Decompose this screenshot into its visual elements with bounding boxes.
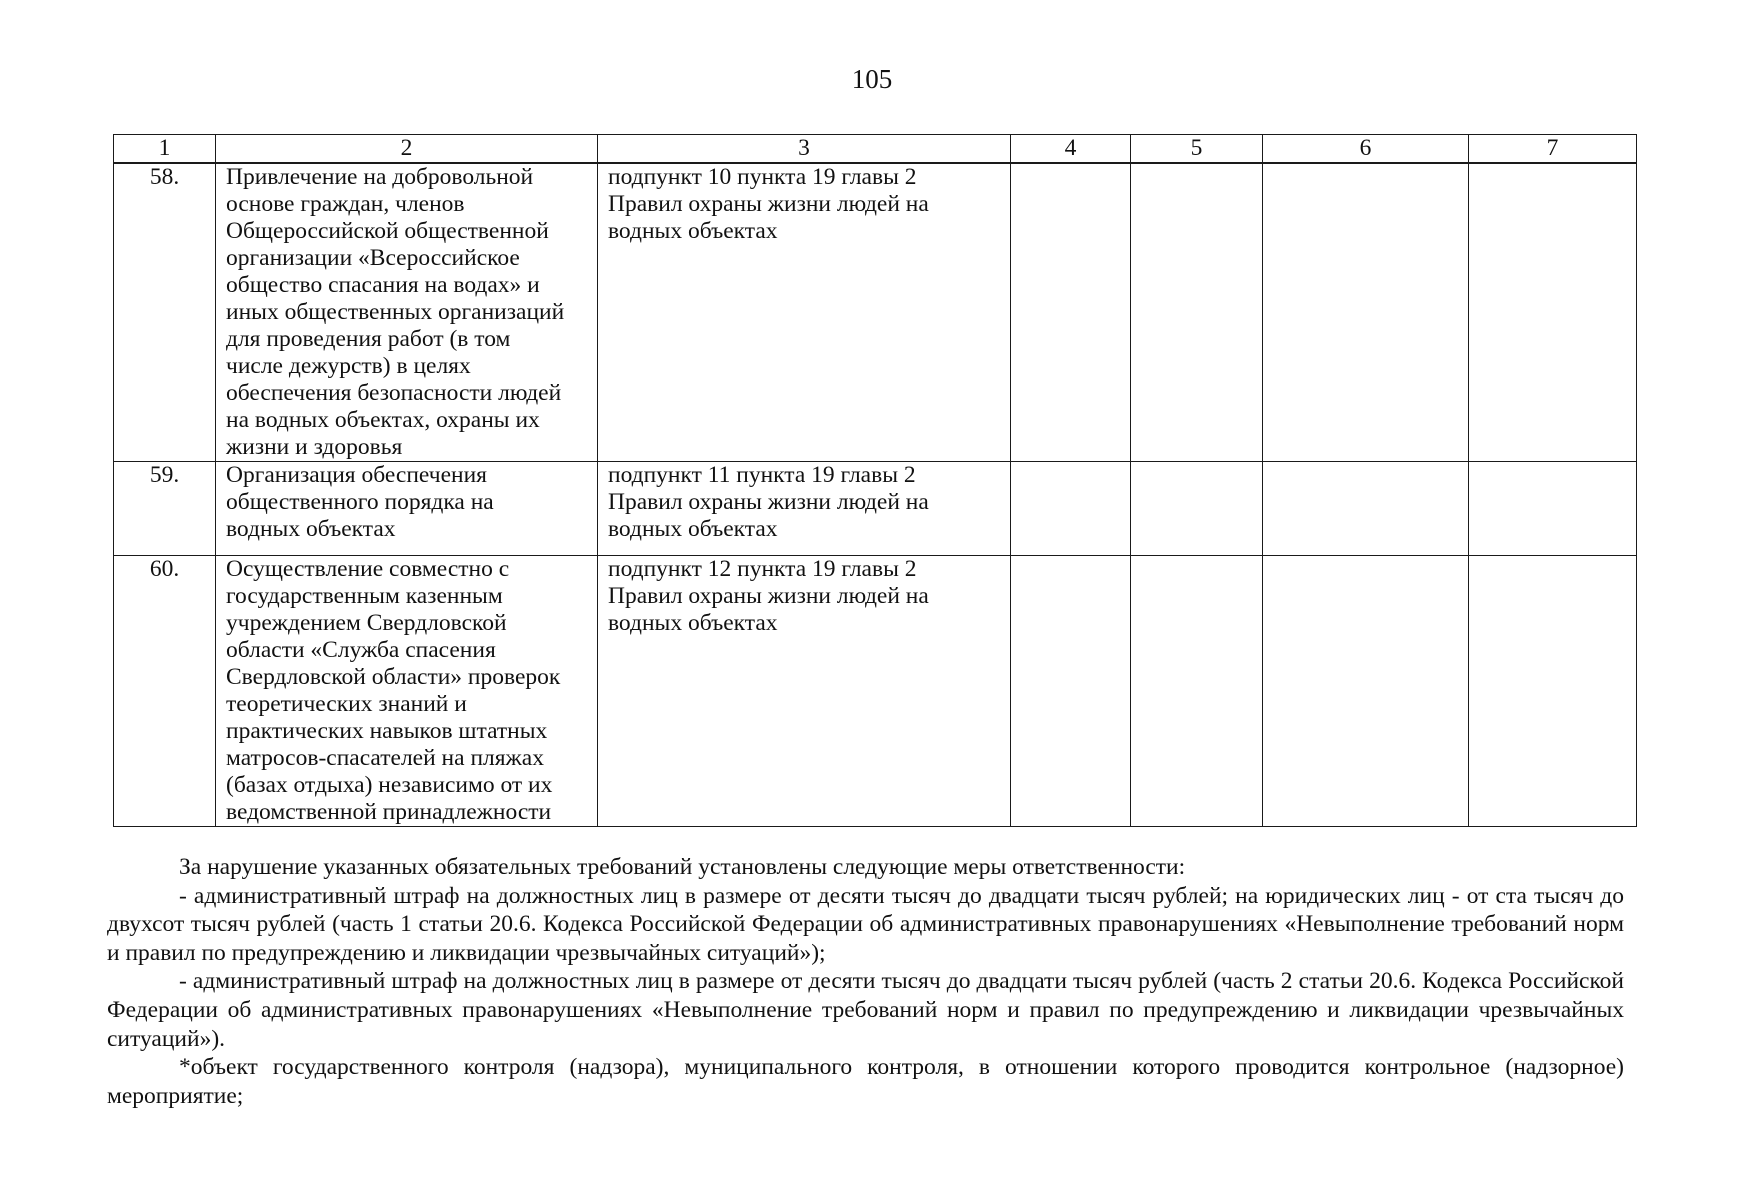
empty-cell: [1469, 556, 1637, 827]
requirement-text: Осуществление совместно с государственным казенным учреждением Свердловской области «Служба спасения Свердловской области» проверок теоретических знаний и практических навыков штатных матросов-спасателей на пляжах (базах отдыха) независимо от их ведомственной принадлежности: [226, 556, 561, 825]
column-header: 6: [1263, 135, 1469, 164]
liability-section: [107, 853, 1624, 1110]
table-header-row: [114, 135, 1637, 164]
reference-cell: [598, 163, 1011, 462]
requirement-text: Организация обеспечения общественного порядка на водных объектах: [226, 462, 494, 542]
requirement-cell: [216, 163, 598, 462]
empty-cell: [1131, 462, 1263, 556]
column-header: 2: [216, 135, 598, 164]
table-row: [114, 163, 1637, 462]
row-number: 59.: [114, 462, 216, 556]
empty-cell: [1131, 556, 1263, 827]
empty-cell: [1263, 462, 1469, 556]
column-header: 5: [1131, 135, 1263, 164]
empty-cell: [1469, 163, 1637, 462]
footnote: *объект государственного контроля (надзора), муниципального контроля, в отношении которого проводится контрольное (надзорное) мероприятие;: [107, 1054, 1624, 1109]
empty-cell: [1011, 462, 1131, 556]
requirement-cell: [216, 462, 598, 556]
requirement-text: Привлечение на добровольной основе граждан, членов Общероссийской общественной организации «Всероссийское общество спасания на водах» и иных общественных организаций для проведения работ (в том числе дежурств) в целях обеспечения безопасности людей на водных объектах, охраны их жизни и здоровья: [226, 164, 565, 460]
reference-text: подпункт 11 пункта 19 главы 2 Правил охраны жизни людей на водных объектах: [608, 462, 929, 542]
table-row: [114, 462, 1637, 556]
empty-cell: [1011, 556, 1131, 827]
requirement-cell: [216, 556, 598, 827]
row-number: 58.: [114, 163, 216, 462]
table-row: [114, 556, 1637, 827]
row-number: 60.: [114, 556, 216, 827]
column-header: 3: [598, 135, 1011, 164]
reference-text: подпункт 12 пункта 19 главы 2 Правил охраны жизни людей на водных объектах: [608, 556, 929, 636]
liability-intro: За нарушение указанных обязательных требований установлены следующие меры ответственности:: [179, 854, 1186, 880]
requirements-table: [113, 134, 1637, 827]
liability-item-2: - административный штраф на должностных лиц в размере от десяти тысяч до двадцати тысяч рублей (часть 2 статьи 20.6. Кодекса Российской Федерации об административных правонарушениях «Невыполнение требований норм и правил по предупреждению и ликвидации чрезвычайных ситуаций»).: [107, 968, 1624, 1052]
column-header: 7: [1469, 135, 1637, 164]
empty-cell: [1011, 163, 1131, 462]
empty-cell: [1263, 556, 1469, 827]
reference-cell: [598, 462, 1011, 556]
liability-item-1: - административный штраф на должностных лиц в размере от десяти тысяч до двадцати тысяч рублей; на юридических лиц - от ста тысяч до двухсот тысяч рублей (часть 1 статьи 20.6. Кодекса Российской Федерации об административных правонарушениях «Невыполнение требований норм и правил по предупреждению и ликвидации чрезвычайных ситуаций»);: [107, 882, 1624, 966]
page-number: 105: [851, 64, 893, 94]
empty-cell: [1131, 163, 1263, 462]
reference-cell: [598, 556, 1011, 827]
column-header: 4: [1011, 135, 1131, 164]
reference-text: подпункт 10 пункта 19 главы 2 Правил охраны жизни людей на водных объектах: [608, 164, 929, 244]
column-header: 1: [114, 135, 216, 164]
empty-cell: [1469, 462, 1637, 556]
empty-cell: [1263, 163, 1469, 462]
